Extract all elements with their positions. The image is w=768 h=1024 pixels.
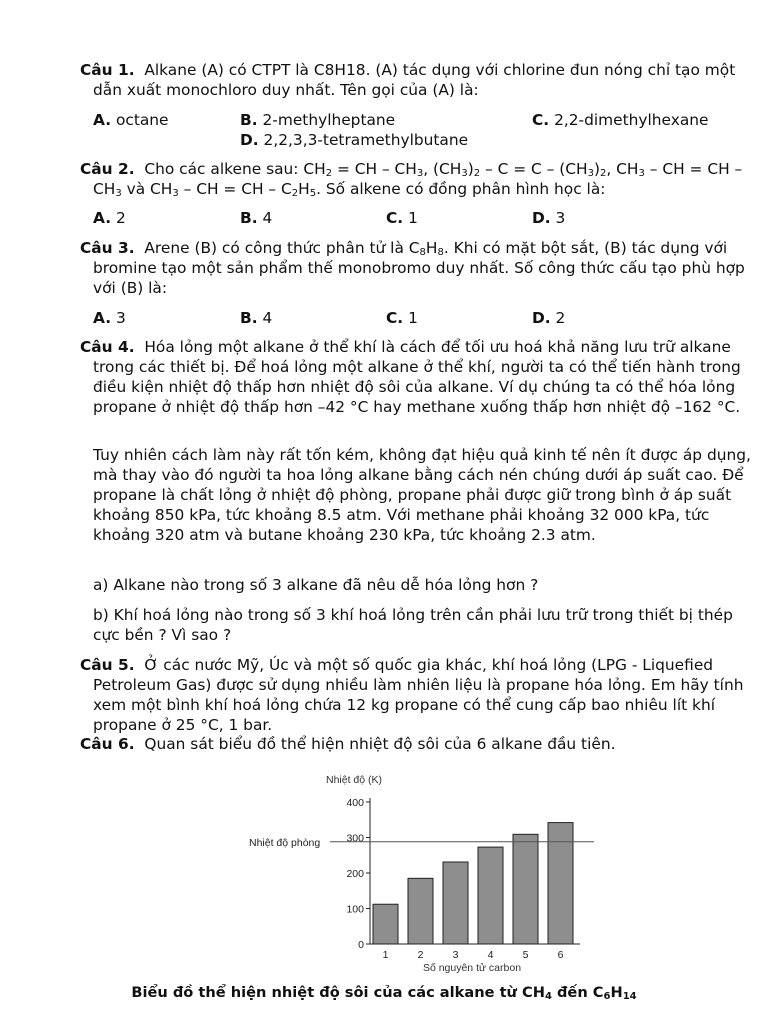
bar-4 bbox=[478, 847, 503, 944]
question-text bbox=[93, 160, 742, 198]
subscript: 2 bbox=[473, 168, 481, 179]
text-run: H bbox=[298, 180, 310, 198]
option-key: C. bbox=[532, 111, 550, 129]
question-text: Hóa lỏng một alkane ở thể khí là cách để tối ưu hoá khả năng lưu trữ alkane trong các thiết bị. Để hoá lỏng một alkane ở thể khí, người ta có thể tiến hành trong điều kiện nhiệt độ thấp hơn nhiệt độ sôi của alkane. Ví dụ chúng ta có thể hóa lỏng propane ở nhiệt độ thấp hơn –42 °C hay methane xuống thấp hơn nhiệt độ –162 °C. bbox=[93, 338, 741, 416]
bar-3 bbox=[443, 862, 468, 944]
x-tick-label: 6 bbox=[557, 949, 564, 961]
text-run: – C = C – (CH bbox=[480, 160, 588, 178]
caption-run: H bbox=[610, 984, 623, 1001]
x-tick-label: 5 bbox=[522, 949, 529, 961]
question-label: Câu 3. bbox=[80, 239, 135, 257]
option-text: 3 bbox=[115, 309, 126, 327]
text-run: , CH bbox=[606, 160, 639, 178]
chart-caption bbox=[0, 984, 768, 1001]
option-key: C. bbox=[386, 209, 404, 227]
option-key: A. bbox=[93, 309, 112, 327]
subscript: 3 bbox=[461, 168, 468, 179]
x-tick-label: 1 bbox=[382, 949, 389, 961]
y-tick-label: 0 bbox=[358, 939, 364, 951]
option-key: A. bbox=[93, 111, 112, 129]
y-tick-label: 300 bbox=[346, 832, 364, 845]
question-label: Câu 2. bbox=[80, 160, 135, 178]
text-run: . Số alkene có đồng phân hình học là: bbox=[316, 180, 606, 198]
y-axis-label: Nhiệt độ (K) bbox=[326, 774, 383, 786]
question-5 bbox=[80, 655, 758, 735]
text-run: = CH – CH bbox=[332, 160, 417, 178]
y-tick-label: 200 bbox=[346, 868, 364, 880]
subscript: 2 bbox=[325, 168, 333, 179]
subscript: 3 bbox=[172, 188, 179, 199]
option-text: 4 bbox=[262, 309, 273, 327]
y-tick-label: 400 bbox=[346, 797, 364, 809]
subscript: 3 bbox=[115, 188, 122, 199]
text-run: – CH = CH – CH bbox=[93, 160, 743, 198]
subscript: 4 bbox=[544, 991, 552, 1002]
question-text: Alkane (A) có CTPT là C8H18. (A) tác dụng với chlorine đun nóng chỉ tạo một dẫn xuất monochloro duy nhất. Tên gọi của (A) là: bbox=[93, 61, 736, 99]
question-label: Câu 4. bbox=[80, 338, 135, 356]
subscript: 3 bbox=[638, 168, 645, 179]
bar-2 bbox=[408, 878, 433, 944]
option-key: D. bbox=[532, 209, 551, 227]
question-4-part-a: a) Alkane nào trong số 3 alkane đã nêu dễ hóa lỏng hơn ? bbox=[93, 576, 539, 594]
x-axis-label: Số nguyên tử carbon bbox=[422, 962, 522, 974]
text-run: . Khi có mặt bột sắt, (B) tác dụng với bromine tạo một sản phẩm thế monobromo duy nhất. Số công thức cấu tạo phù hợp với (B) là: bbox=[93, 239, 745, 297]
text-run: ) bbox=[593, 160, 600, 178]
option-text: 2-methylheptane bbox=[262, 111, 396, 129]
x-tick-label: 3 bbox=[452, 949, 459, 961]
bar-5 bbox=[513, 834, 538, 944]
question-label: Câu 5. bbox=[80, 656, 135, 674]
question-3 bbox=[80, 238, 758, 298]
option-text: 4 bbox=[262, 209, 273, 227]
text-run: – CH = CH – C bbox=[178, 180, 292, 198]
boiling-point-chart bbox=[240, 768, 610, 978]
question-1 bbox=[80, 60, 758, 100]
x-tick-label: 4 bbox=[487, 949, 494, 961]
option-key: B. bbox=[240, 309, 258, 327]
subscript: 5 bbox=[309, 188, 317, 199]
subscript: 8 bbox=[437, 247, 444, 258]
bar-1 bbox=[373, 904, 398, 944]
option-text: 1 bbox=[408, 209, 418, 227]
text-run: H bbox=[425, 239, 438, 257]
subscript: 3 bbox=[587, 168, 594, 179]
question-label: Câu 1. bbox=[80, 61, 135, 79]
text-run: ) bbox=[467, 160, 474, 178]
option-key: A. bbox=[93, 209, 112, 227]
option-text: 2 bbox=[555, 309, 566, 327]
subscript: 2 bbox=[291, 188, 299, 199]
option-key: D. bbox=[532, 309, 551, 327]
subscript: 8 bbox=[419, 247, 426, 258]
caption-run: Biểu đồ thể hiện nhiệt độ sôi của các alkane từ CH bbox=[131, 984, 545, 1001]
question-label: Câu 6. bbox=[80, 735, 135, 753]
question-text bbox=[93, 239, 745, 297]
option-text: 1 bbox=[408, 309, 418, 327]
text-run: , (CH bbox=[423, 160, 462, 178]
text-run: Cho các alkene sau: CH bbox=[144, 160, 326, 178]
option-key: B. bbox=[240, 111, 258, 129]
bar-6 bbox=[548, 823, 573, 944]
room-temperature-label: Nhiệt độ phòng bbox=[249, 836, 321, 849]
subscript: 3 bbox=[416, 168, 424, 179]
caption-run: đến C bbox=[551, 984, 604, 1001]
question-text: Quan sát biểu đồ thể hiện nhiệt độ sôi của 6 alkane đầu tiên. bbox=[144, 735, 616, 753]
option-text: 2,2,3,3-tetramethylbutane bbox=[263, 131, 469, 149]
question-4-part-b: b) Khí hoá lỏng nào trong số 3 khí hoá lỏng trên cần phải lưu trữ trong thiết bị thép cực bền ? Vì sao ? bbox=[93, 606, 733, 644]
option-text: 2,2-dimethylhexane bbox=[554, 111, 709, 129]
option-key: D. bbox=[240, 131, 259, 149]
question-2 bbox=[80, 159, 758, 199]
option-key: C. bbox=[386, 309, 404, 327]
y-tick-label: 100 bbox=[346, 903, 364, 916]
subscript: 6 bbox=[603, 991, 611, 1002]
option-text: 3 bbox=[555, 209, 566, 227]
option-key: B. bbox=[240, 209, 258, 227]
subscript: 2 bbox=[599, 168, 607, 179]
x-tick-label: 2 bbox=[417, 949, 424, 961]
text-run: và CH bbox=[121, 180, 173, 198]
option-text: 2 bbox=[115, 209, 126, 227]
subscript: 14 bbox=[622, 991, 637, 1002]
option-text: octane bbox=[115, 111, 169, 129]
question-4-paragraph: Tuy nhiên cách làm này rất tốn kém, không đạt hiệu quả kinh tế nên ít được áp dụng, mà thay vào đó người ta hoa lỏng alkane bằng cách nén chúng dưới áp suất cao. Để propane là chất lỏng ở nhiệt độ phòng, propane phải được giữ trong bình ở áp suất khoảng 850 kPa, tức khoảng 8.5 atm. Với methane phải khoảng 32 000 kPa, tức khoảng 320 atm và butane khoảng 230 kPa, tức khoảng 2.3 atm. bbox=[93, 446, 751, 544]
text-run: Arene (B) có công thức phân tử là C bbox=[144, 239, 420, 257]
question-text: Ở các nước Mỹ, Úc và một số quốc gia khác, khí hoá lỏng (LPG - Liquefied Petroleum Gas) được sử dụng nhiều làm nhiên liệu là propane hóa lỏng. Em hãy tính xem một bình khí hoá lỏng chứa 12 kg propane có thể cung cấp bao nhiêu lít khí propane ở 25 °C, 1 bar. bbox=[93, 656, 744, 734]
question-4 bbox=[80, 337, 758, 417]
question-6 bbox=[80, 734, 758, 754]
